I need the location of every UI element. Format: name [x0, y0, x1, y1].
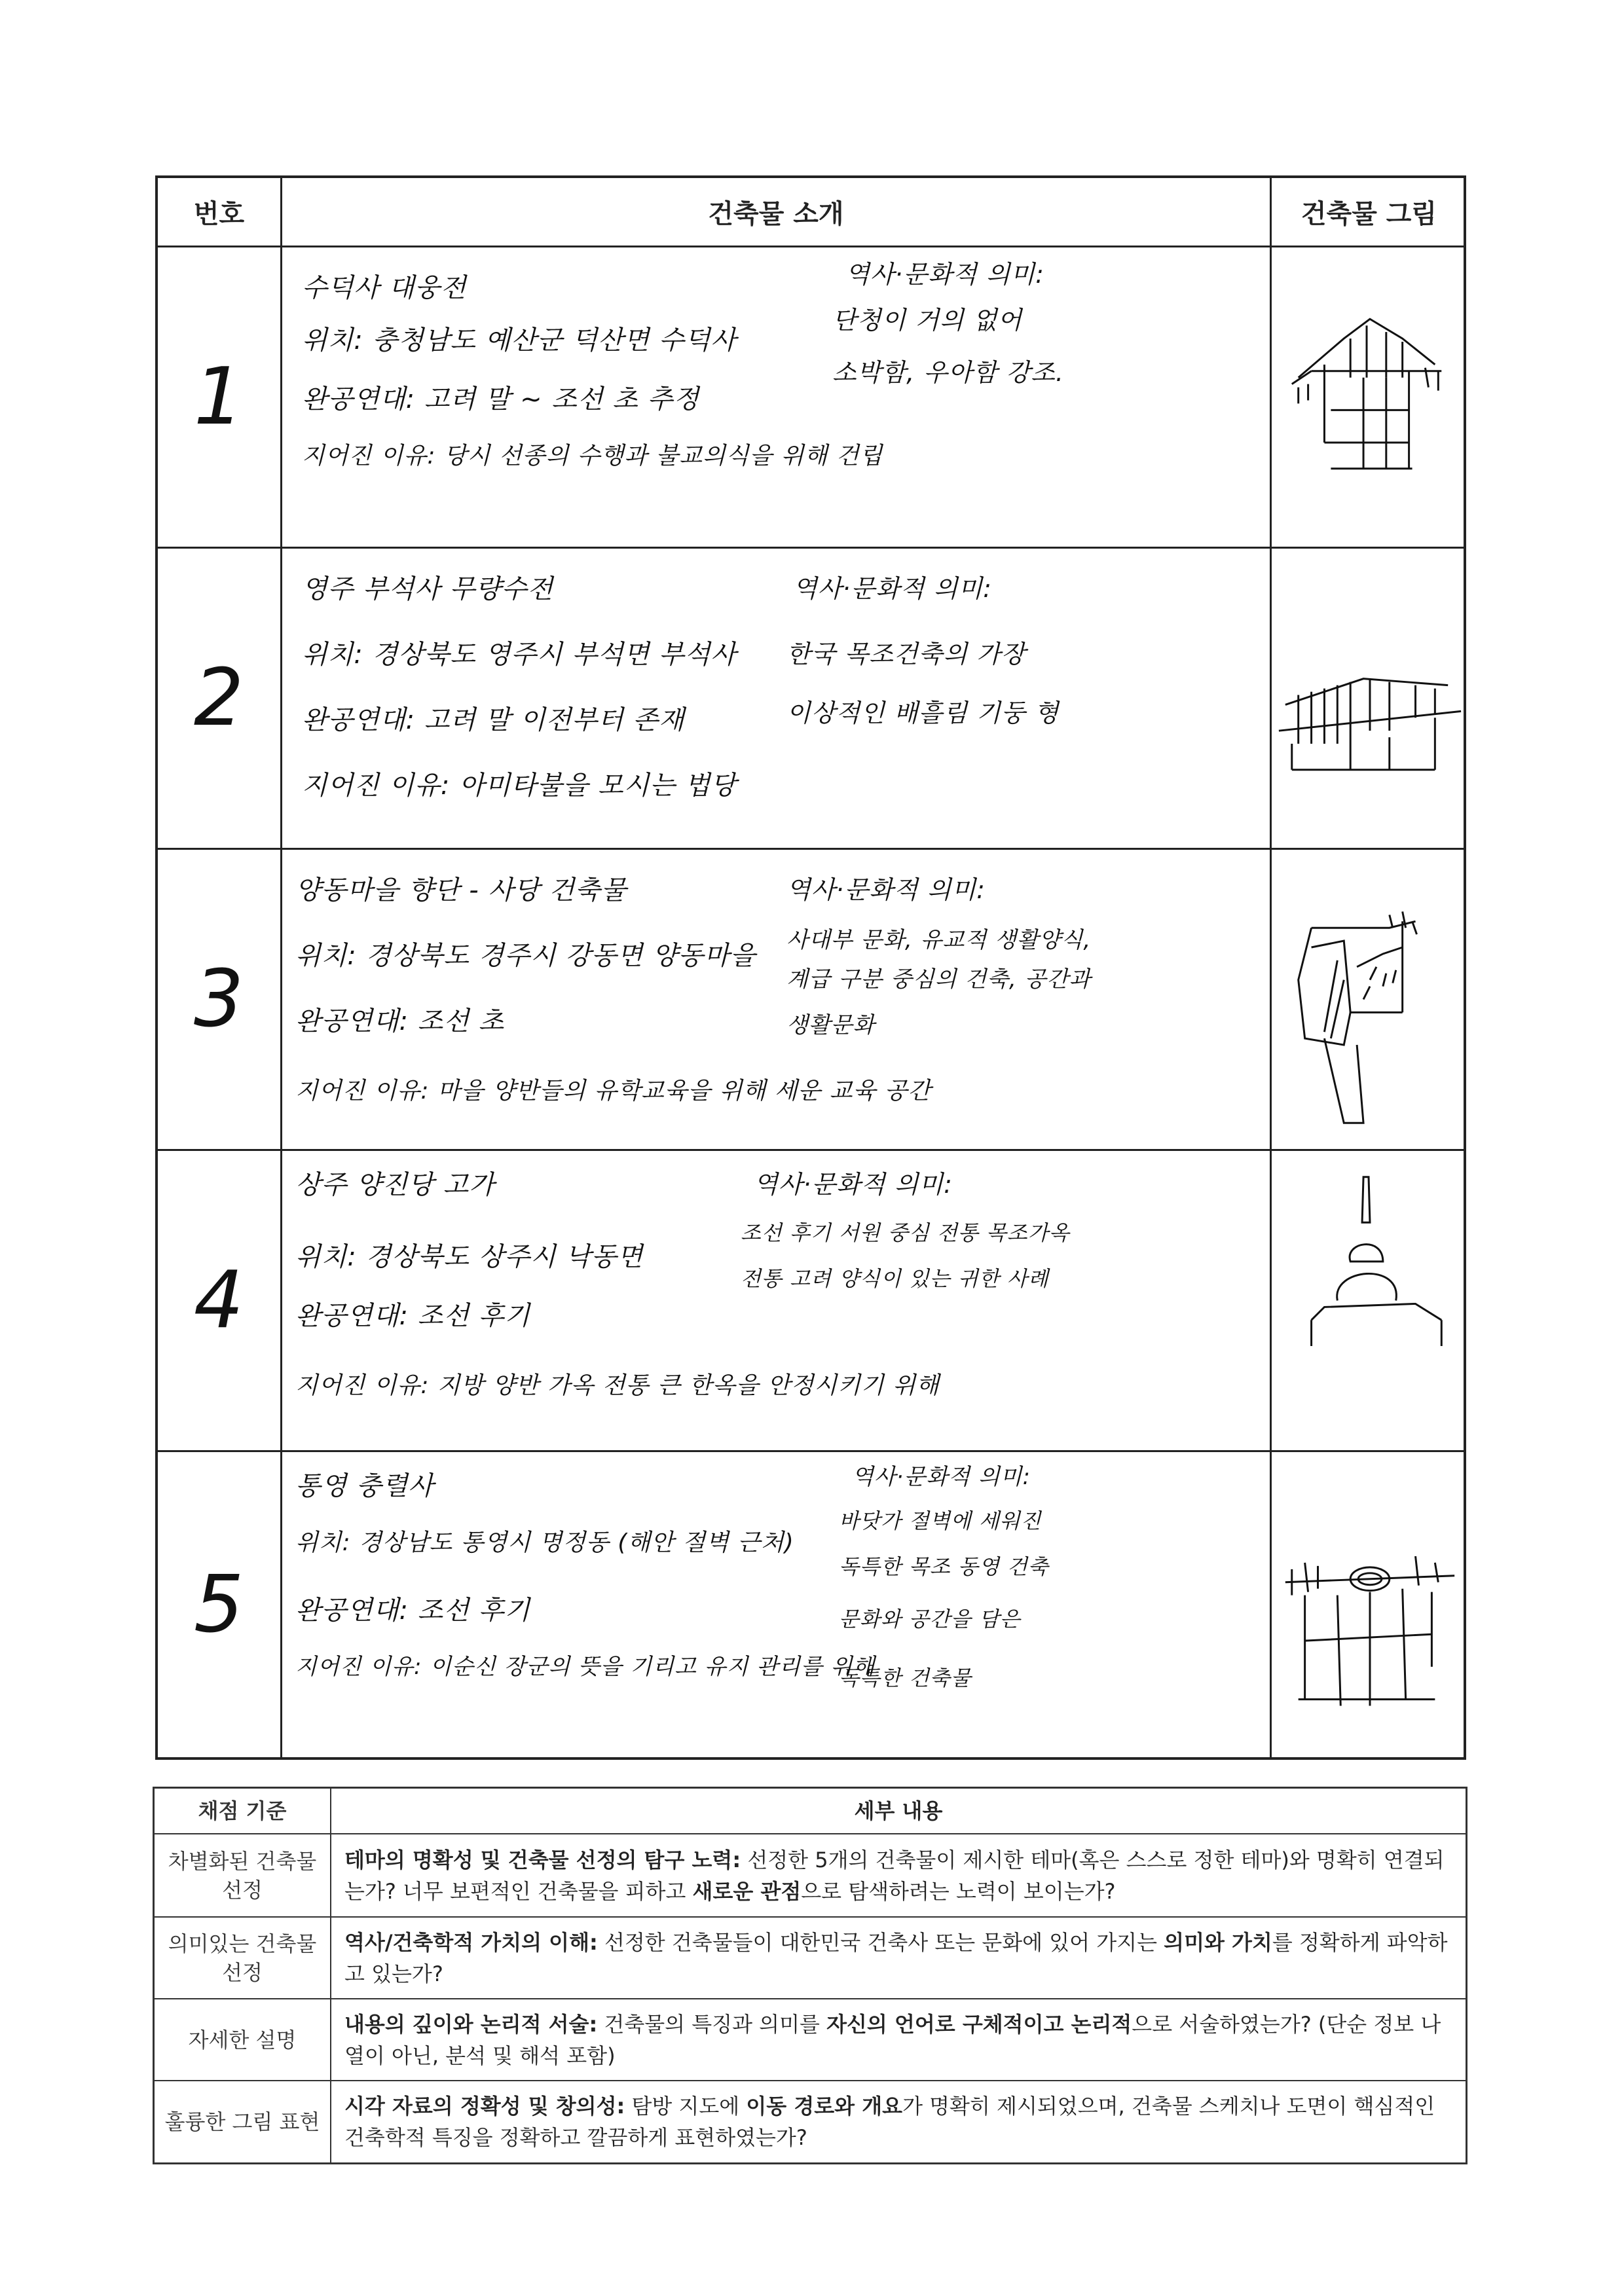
criterion-detail: 역사/건축학적 가치의 이해: 선정한 건축물들이 대한민국 건축사 또는 문화에 있어 가지는 의미와 가치를 정확하게 파악하고 있는가?: [344, 1929, 1448, 1986]
row-number: 3: [193, 954, 245, 1045]
side-note: 소박함, 우아함 강조.: [832, 358, 1064, 387]
intro-line: 지어진 이유: 지방 양반 가옥 전통 큰 한옥을 안정시키기 위해: [295, 1372, 940, 1399]
intro-line: 지어진 이유: 마을 양반들의 유학교육을 위해 세운 교육 공간: [295, 1078, 932, 1104]
intro-line: 지어진 이유: 당시 선종의 수행과 불교의식을 위해 건립: [302, 443, 883, 469]
table-row: [158, 549, 1464, 850]
side-note: 역사·문화적 의미:: [793, 574, 992, 603]
intro-line: 완공연대: 조선 초: [295, 1006, 505, 1036]
row-number: 2: [193, 653, 245, 744]
intro-line: 지어진 이유: 이순신 장군의 뜻을 기리고 유지 관리를 위해: [295, 1654, 876, 1680]
column-divider: [1270, 178, 1272, 1757]
table-row: [158, 850, 1464, 1151]
side-note: 역사·문화적 의미:: [754, 1170, 953, 1199]
criterion-label: 의미있는 건축물 선정: [155, 1918, 331, 1998]
shrine-sketch-icon: [1272, 1452, 1466, 1758]
intro-cell: [282, 247, 1270, 547]
drawing-cell: [1272, 1452, 1466, 1758]
intro-line: 영주 부석사 무량수전: [302, 574, 554, 604]
intro-line: 완공연대: 고려 말 이전부터 존재: [302, 705, 685, 735]
column-divider: [280, 178, 282, 1757]
side-note: 문화와 공간을 담은: [839, 1607, 1021, 1631]
header-number: 번호: [193, 199, 245, 229]
intro-line: 위치: 경상북도 경주시 강동면 양동마을: [295, 941, 756, 971]
intro-line: 위치: 경상남도 통영시 명정동 (해안 절벽 근처): [295, 1529, 794, 1556]
intro-cell: [282, 850, 1270, 1149]
side-note: 한국 목조건축의 가장: [786, 640, 1026, 668]
architecture-table: [155, 175, 1466, 1760]
criteria-row: [155, 1918, 1466, 1999]
row-number: 1: [193, 352, 245, 443]
intro-cell: [282, 1151, 1270, 1450]
criterion-detail: 테마의 명확성 및 건축물 선정의 탐구 노력: 선정한 5개의 건축물이 제시한 테마(혹은 스스로 정한 테마)와 명확히 연결되는가? 너무 보편적인 건축물을 피하고 새로운 관점으로 탐색하려는 노력이 보이는가?: [344, 1847, 1445, 1904]
side-note: 조선 후기 서원 중심 전통 목조가옥: [741, 1220, 1070, 1245]
drawing-cell: [1272, 850, 1466, 1149]
drawing-cell: [1272, 247, 1466, 547]
side-note: 생활문화: [786, 1012, 876, 1038]
header-drawing: 건축물 그림: [1301, 199, 1437, 229]
criterion-detail: 시각 자료의 정확성 및 창의성: 탐방 지도에 이동 경로와 개요가 명확히 제시되었으며, 건축물 스케치나 도면이 핵심적인 건축학적 특징을 정확하고 깔끔하게 표현하였는가?: [344, 2094, 1435, 2150]
intro-line: 상주 양진당 고가: [295, 1170, 495, 1200]
row-number: 5: [193, 1559, 245, 1650]
table-row: [158, 1151, 1464, 1452]
intro-line: 위치: 충청남도 예산군 덕산면 수덕사: [302, 325, 737, 355]
criteria-header-row: [155, 1789, 1466, 1834]
intro-cell: [282, 549, 1270, 848]
side-note: 이상적인 배흘림 기둥 형: [786, 699, 1060, 727]
criterion-label: 차별화된 건축물 선정: [155, 1834, 331, 1916]
criterion-label: 훌륭한 그림 표현: [155, 2081, 331, 2162]
intro-line: 완공연대: 고려 말 ~ 조선 초 추정: [302, 384, 699, 414]
table-row: [158, 247, 1464, 549]
table-row: [158, 1452, 1464, 1760]
intro-line: 완공연대: 조선 후기: [295, 1301, 531, 1331]
pagoda-sketch-icon: [1272, 1151, 1466, 1450]
intro-line: 통영 충렬사: [295, 1471, 434, 1501]
criteria-header-detail: 세부 내용: [854, 1798, 943, 1823]
side-note: 역사·문화적 의미:: [852, 1464, 1031, 1490]
intro-line: 양동마을 향단 - 사당 건축물: [295, 875, 627, 905]
side-note: 역사·문화적 의미:: [845, 260, 1044, 289]
side-note: 전통 고려 양식이 있는 귀한 사례: [741, 1266, 1049, 1291]
intro-cell: [282, 1452, 1270, 1758]
intro-line: 위치: 경상북도 상주시 낙동면: [295, 1242, 644, 1272]
side-note: 단청이 거의 없어: [832, 306, 1023, 335]
table-header-row: [158, 178, 1464, 247]
side-note: 바닷가 절벽에 세워진: [839, 1508, 1042, 1533]
long-hall-sketch-icon: [1272, 549, 1466, 848]
intro-line: 위치: 경상북도 영주시 부석면 부석사: [302, 640, 737, 670]
wooden-hall-sketch-icon: [1272, 247, 1466, 547]
criteria-header-criterion: 채점 기준: [155, 1789, 331, 1833]
criterion-detail: 내용의 깊이와 논리적 서술: 건축물의 특징과 의미를 자신의 언어로 구체적이고 논리적으로 서술하였는가? (단순 정보 나열이 아닌, 분석 및 해석 포함): [344, 2011, 1441, 2068]
criteria-row: [155, 2081, 1466, 2162]
drawing-cell: [1272, 549, 1466, 848]
side-note: 계급 구분 중심의 건축, 공간과: [786, 966, 1092, 993]
side-note: 독특한 목조 동영 건축: [839, 1554, 1049, 1579]
grading-criteria-table: [153, 1787, 1467, 2164]
intro-line: 수덕사 대웅전: [302, 273, 467, 303]
drawing-cell: [1272, 1151, 1466, 1450]
intro-line: 완공연대: 조선 후기: [295, 1595, 531, 1626]
side-note: 독특한 건축물: [839, 1666, 972, 1690]
criterion-label: 자세한 설명: [155, 1999, 331, 2080]
row-number: 4: [193, 1255, 245, 1346]
side-note: 역사·문화적 의미:: [786, 875, 986, 904]
criteria-row: [155, 1999, 1466, 2081]
side-note: 사대부 문화, 유교적 생활양식,: [786, 927, 1092, 953]
criteria-row: [155, 1834, 1466, 1918]
header-intro: 건축물 소개: [708, 199, 844, 229]
house-sketch-icon: [1272, 850, 1466, 1149]
intro-line: 지어진 이유: 아미타불을 모시는 법당: [302, 771, 737, 801]
